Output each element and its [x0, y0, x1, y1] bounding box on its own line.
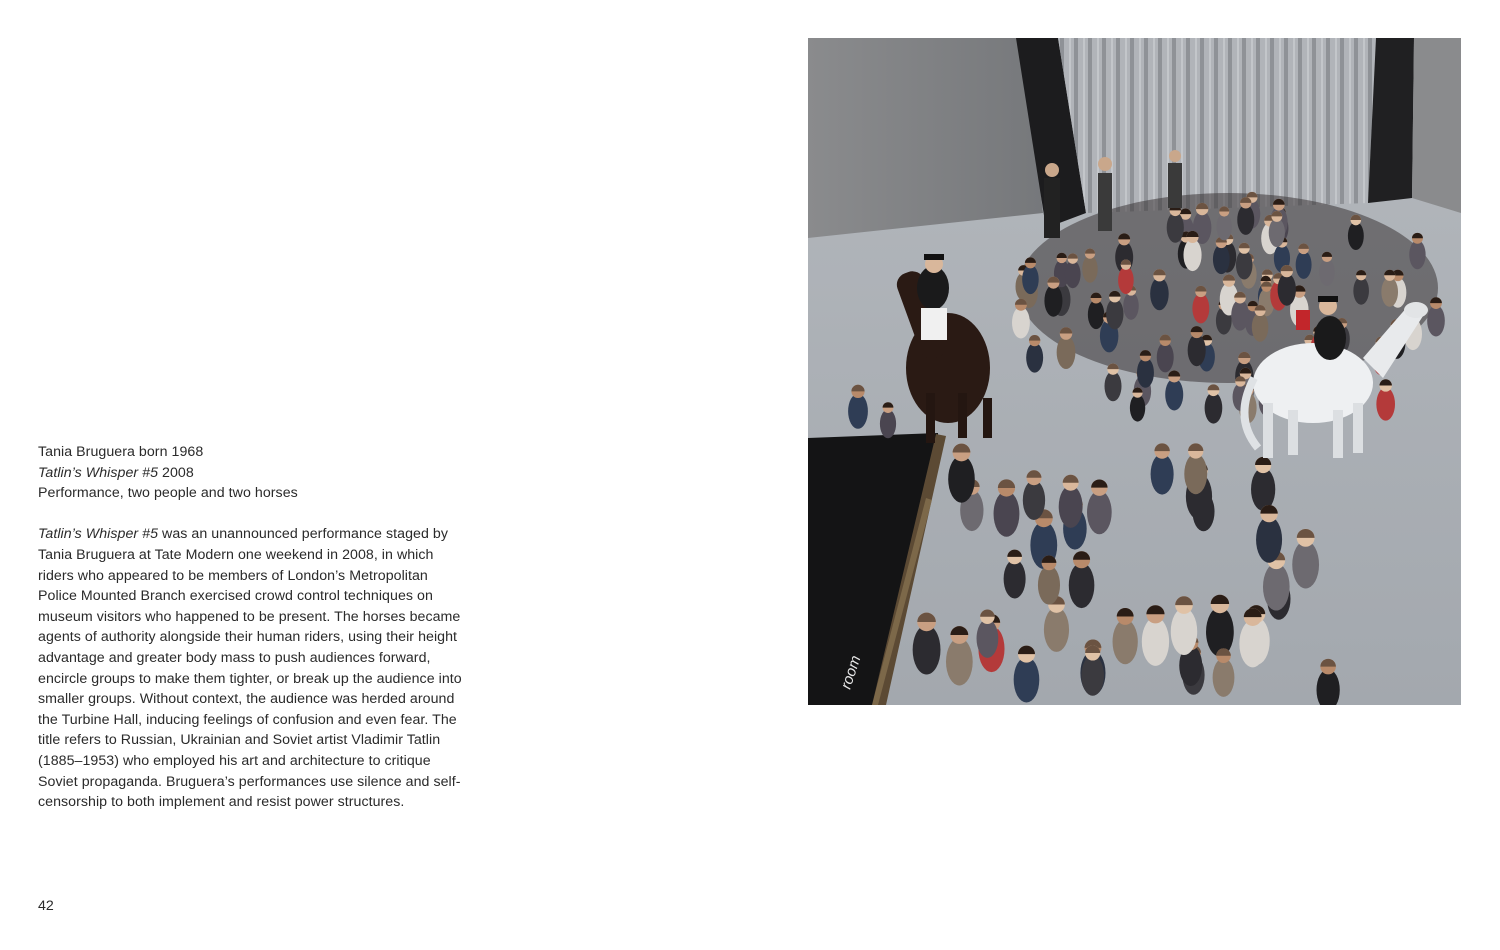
right-pillar — [1368, 38, 1414, 203]
right-wall — [1412, 38, 1461, 213]
performance-photograph — [808, 38, 1461, 705]
medium-line: Performance, two people and two horses — [38, 485, 298, 502]
wall-sign: room — [837, 653, 865, 692]
description-text: was an unannounced performance staged by Tania Bruguera at Tate Modern one weekend in 2008, in which riders who appeared to be members of London’s Metropolitan Police Mounted Branch exercised crowd control techniques on museum visitors who happened to be present. The horses became agents of authority alongside their human riders, using their height advantage and greater body mass to push audiences forward, encircle groups to make them tighter, or break up the audience into smaller groups. Without context, the audience was herded around the Turbine Hall, inducing feelings of confusion and even fear. The title refers to Russian, Ukrainian and Soviet artist Vladimir Tatlin (1885–1953) who employed his art and architecture to critique Soviet propaganda. Bruguera’s performances use silence and self-censorship to both implement and resist power structures. — [38, 526, 462, 811]
description-title: Tatlin’s Whisper #5 — [38, 526, 159, 543]
artist-line: Tania Bruguera born 1968 — [38, 444, 204, 460]
paragraph-gap — [38, 504, 478, 525]
work-year: 2008 — [162, 464, 194, 481]
page-number: 42 — [38, 898, 54, 914]
concrete-wall — [808, 38, 1043, 238]
work-title-line — [38, 463, 478, 484]
work-title: Tatlin’s Whisper #5 — [38, 464, 159, 481]
photo-illustration — [808, 38, 1461, 705]
artwork-caption — [38, 442, 478, 813]
description-paragraph — [38, 524, 470, 812]
